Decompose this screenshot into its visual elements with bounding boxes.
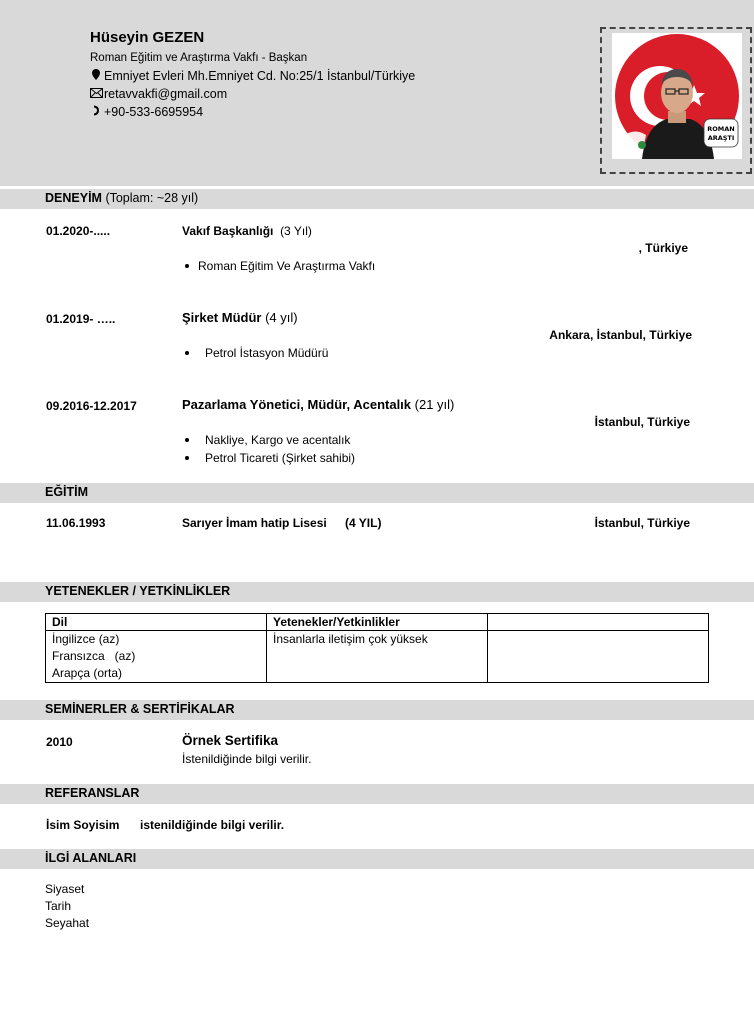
seminars-section-header	[0, 700, 754, 720]
email-line[interactable]	[90, 85, 227, 104]
seminar-note: İstenildiğinde bilgi verilir.	[182, 752, 312, 766]
experience-position-3: Pazarlama Yönetici, Müdür, Acentalık (21 yıl)	[182, 397, 455, 412]
education-section-header	[0, 483, 754, 503]
phone-text: +90-533-6695954	[104, 105, 204, 119]
reference-note: istenildiğinde bilgi verilir.	[140, 818, 285, 832]
map-pin-icon	[90, 68, 102, 86]
experience-subtitle: (Toplam: ~28 yıl)	[105, 191, 199, 205]
table-header-cell	[488, 614, 709, 631]
header	[0, 0, 754, 186]
interest-item: Tarih	[45, 899, 72, 913]
languages-cell	[46, 631, 267, 683]
experience-bullet: Nakliye, Kargo ve acentalık	[205, 433, 351, 447]
skills-title: YETENEKLER / YETKİNLİKLER	[45, 584, 231, 598]
reference-name: İsim Soyisim	[46, 818, 120, 832]
interest-item: Siyaset	[45, 882, 85, 896]
envelope-icon	[90, 86, 102, 104]
address-line	[90, 67, 415, 86]
education-title: EĞİTİM	[45, 485, 89, 499]
experience-location-1: , Türkiye	[638, 241, 688, 255]
experience-date-1: 01.2020-.....	[46, 224, 111, 238]
experience-title: DENEYİM (Toplam: ~28 yıl)	[45, 191, 199, 205]
experience-location-3: İstanbul, Türkiye	[594, 415, 690, 429]
education-date: 11.06.1993	[46, 516, 106, 530]
abilities-cell	[267, 631, 488, 683]
experience-date-2: 01.2019- …..	[46, 312, 116, 326]
seminars-title: SEMİNERLER & SERTİFİKALAR	[45, 702, 235, 716]
phone-line	[90, 103, 203, 122]
profile-photo	[612, 33, 742, 159]
references-section-header	[0, 784, 754, 804]
education-location: İstanbul, Türkiye	[594, 516, 690, 530]
ability-item: İnsanlarla iletişim çok yüksek	[273, 632, 428, 646]
references-title: REFERANSLAR	[45, 786, 140, 800]
experience-bullet: Petrol Ticareti (Şirket sahibi)	[205, 451, 356, 465]
experience-bullet: Petrol İstasyon Müdürü	[205, 346, 329, 360]
person-name: Hüseyin GEZEN	[90, 29, 205, 46]
education-duration: (4 YIL)	[345, 516, 382, 530]
interests-title: İLGİ ALANLARI	[45, 851, 137, 865]
language-item: Arapça (orta)	[52, 666, 123, 680]
address-text: Emniyet Evleri Mh.Emniyet Cd. No:25/1 İstanbul/Türkiye	[104, 69, 416, 83]
phone-icon	[90, 104, 102, 122]
photo-frame	[600, 27, 752, 174]
svg-text:ROMAN: ROMAN	[707, 125, 735, 133]
seminar-name: Örnek Sertifika	[182, 733, 279, 748]
education-school: Sarıyer İmam hatip Lisesi	[182, 516, 327, 530]
table-row	[46, 631, 709, 683]
person-role: Roman Eğitim ve Araştırma Vakfı - Başkan	[90, 52, 308, 64]
language-item: İngilizce (az)	[52, 632, 120, 646]
interests-section-header	[0, 849, 754, 869]
svg-text:ARAŞTI: ARAŞTI	[707, 134, 735, 142]
experience-section-header	[0, 189, 754, 209]
table-header-cell: Dil	[46, 614, 267, 631]
experience-bullet: Roman Eğitim Ve Araştırma Vakfı	[198, 259, 376, 273]
email-text[interactable]: retavvakfi@gmail.com	[104, 87, 228, 101]
empty-cell	[488, 631, 709, 683]
experience-date-3: 09.2016-12.2017	[46, 399, 137, 413]
table-header-row	[46, 614, 709, 631]
experience-location-2: Ankara, İstanbul, Türkiye	[549, 328, 692, 342]
experience-position-1: Vakıf Başkanlığı (3 Yıl)	[182, 224, 312, 238]
language-item: Fransızca (az)	[52, 649, 136, 663]
experience-position-2: Şirket Müdür (4 yıl)	[182, 310, 298, 325]
skills-section-header	[0, 582, 754, 602]
seminar-year: 2010	[46, 735, 73, 749]
interest-item: Seyahat	[45, 916, 90, 930]
skills-table	[45, 613, 709, 683]
table-header-cell: Yetenekler/Yetkinlikler	[267, 614, 488, 631]
